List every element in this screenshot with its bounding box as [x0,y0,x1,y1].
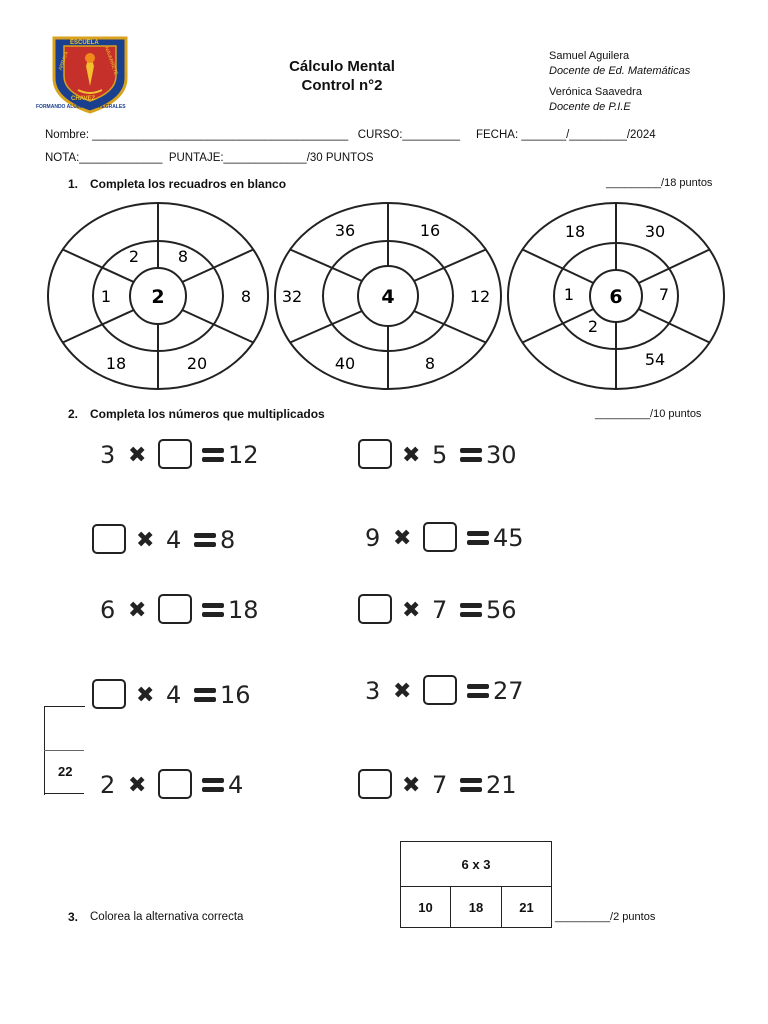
result: 56 [486,596,517,624]
equals-icon [202,778,224,792]
side-bottom-line [44,793,84,794]
equation-row [365,520,565,556]
factor-b: 5 [432,441,448,469]
teacher-info [549,49,690,115]
wheel-number: 30 [644,222,666,241]
equals-icon [202,603,224,617]
answer-box[interactable] [358,769,392,799]
answer-box[interactable] [92,679,126,709]
answer-box[interactable] [423,675,457,705]
wheel-number: 40 [334,354,356,373]
times-icon: ✖ [402,443,421,468]
times-icon: ✖ [393,679,412,704]
equation-row [358,767,558,803]
equation-row [365,673,565,709]
wheel-center-number: 6 [609,286,623,308]
wheel-number: 54 [644,350,666,369]
title-line-1: Cálculo Mental [289,58,395,75]
logo-text-right: NAVARRETE [102,45,119,77]
teacher2-role: Docente de P.I.E [549,101,631,113]
times-icon: ✖ [136,528,155,553]
answer-box[interactable] [158,769,192,799]
section1-title: Completa los recuadros en blanco [90,177,287,191]
wheel-number: 16 [419,221,441,240]
logo-text-left: ARRAYA [57,50,71,72]
answer-box[interactable] [358,594,392,624]
section2-title: Completa los números que multiplicados [90,407,325,421]
factor-a: 9 [365,524,381,552]
factor-b: 4 [166,526,182,554]
choice-option-3[interactable]: 21 [502,887,552,928]
result: 45 [493,524,524,552]
wheel-number: 20 [186,354,208,373]
answer-box[interactable] [158,439,192,469]
equals-icon [194,688,216,702]
number-wheel [275,203,501,389]
answer-box[interactable] [423,522,457,552]
times-icon: ✖ [128,443,147,468]
side-divider [44,750,84,751]
wheel-number: 1 [100,287,112,306]
section3-title: Colorea la alternativa correcta [90,911,244,923]
wheel-center-number: 2 [151,286,165,308]
wheel-number: 2 [587,317,599,336]
wheel-number: 8 [424,354,436,373]
factor-b: 7 [432,771,448,799]
equation-row [92,677,292,713]
section1-number: 1. [68,177,79,191]
title-line-2: Control n°2 [301,77,383,94]
equals-icon [460,603,482,617]
times-icon: ✖ [136,683,155,708]
equals-icon [460,448,482,462]
choice-question: 6 x 3 [401,842,552,887]
wheel-number: 1 [563,285,575,304]
equation-row [358,592,558,628]
factor-a: 2 [100,771,116,799]
wheel-number: 2 [128,247,140,266]
result: 27 [493,677,524,705]
logo-text-motto: FORMANDO ALUMNOS INTEGRALES [36,104,126,110]
equals-icon [194,533,216,547]
teacher2-name: Verónica Saavedra [549,86,642,98]
teacher1-role: Docente de Ed. Matemáticas [549,65,691,77]
wheel-number: 18 [105,354,127,373]
factor-b: 4 [166,681,182,709]
answer-box[interactable] [158,594,192,624]
equation-row [100,437,300,473]
equation-row [358,437,558,473]
result: 12 [228,441,259,469]
choice-option-1[interactable]: 10 [401,887,451,928]
form-line-grade[interactable]: NOTA:_____________ PUNTAJE:_____________/30 PUNTOS [45,152,374,164]
wheel-number: 8 [177,247,189,266]
side-box-value: 22 [58,764,73,779]
equation-row [100,592,300,628]
equation-row [92,522,292,558]
equals-icon [460,778,482,792]
result: 4 [228,771,244,799]
section3-number: 3. [68,910,79,924]
section1-points[interactable]: _________/18 puntos [606,177,713,189]
number-wheel [48,203,268,389]
equals-icon [467,531,489,545]
factor-a: 3 [100,441,116,469]
wheel-number: 7 [658,285,670,304]
times-icon: ✖ [128,598,147,623]
factor-a: 3 [365,677,381,705]
choice-table [400,841,552,928]
times-icon: ✖ [402,773,421,798]
form-line-name[interactable]: Nombre: ________________________________________ CURSO:_________ FECHA: _______/_________/2024 [45,129,656,141]
logo-text-top: ESCUELA [70,40,99,46]
result: 21 [486,771,517,799]
wheel-number: 12 [469,287,491,306]
logo-text-name: CHAVEZ [71,96,96,102]
result: 18 [228,596,259,624]
equation-row [100,767,300,803]
equals-icon [467,684,489,698]
wheel-number: 18 [564,222,586,241]
factor-a: 6 [100,596,116,624]
times-icon: ✖ [402,598,421,623]
result: 16 [220,681,251,709]
equals-icon [202,448,224,462]
wheels-area [0,200,768,395]
result: 8 [220,526,236,554]
teacher1-name: Samuel Aguilera [549,50,630,62]
answer-box[interactable] [358,439,392,469]
result: 30 [486,441,517,469]
wheel-center-number: 4 [381,286,395,308]
section2-points[interactable]: _________/10 puntos [595,408,702,420]
wheel-number: 36 [334,221,356,240]
page-title [252,58,432,94]
times-icon: ✖ [128,773,147,798]
times-icon: ✖ [393,526,412,551]
wheel-number: 32 [281,287,303,306]
answer-box[interactable] [92,524,126,554]
factor-b: 7 [432,596,448,624]
section2-number: 2. [68,407,79,421]
wheel-number: 8 [240,287,252,306]
section3-points[interactable]: _________/2 puntos [555,911,656,923]
number-wheel [508,203,724,389]
choice-option-2[interactable]: 18 [451,887,502,928]
